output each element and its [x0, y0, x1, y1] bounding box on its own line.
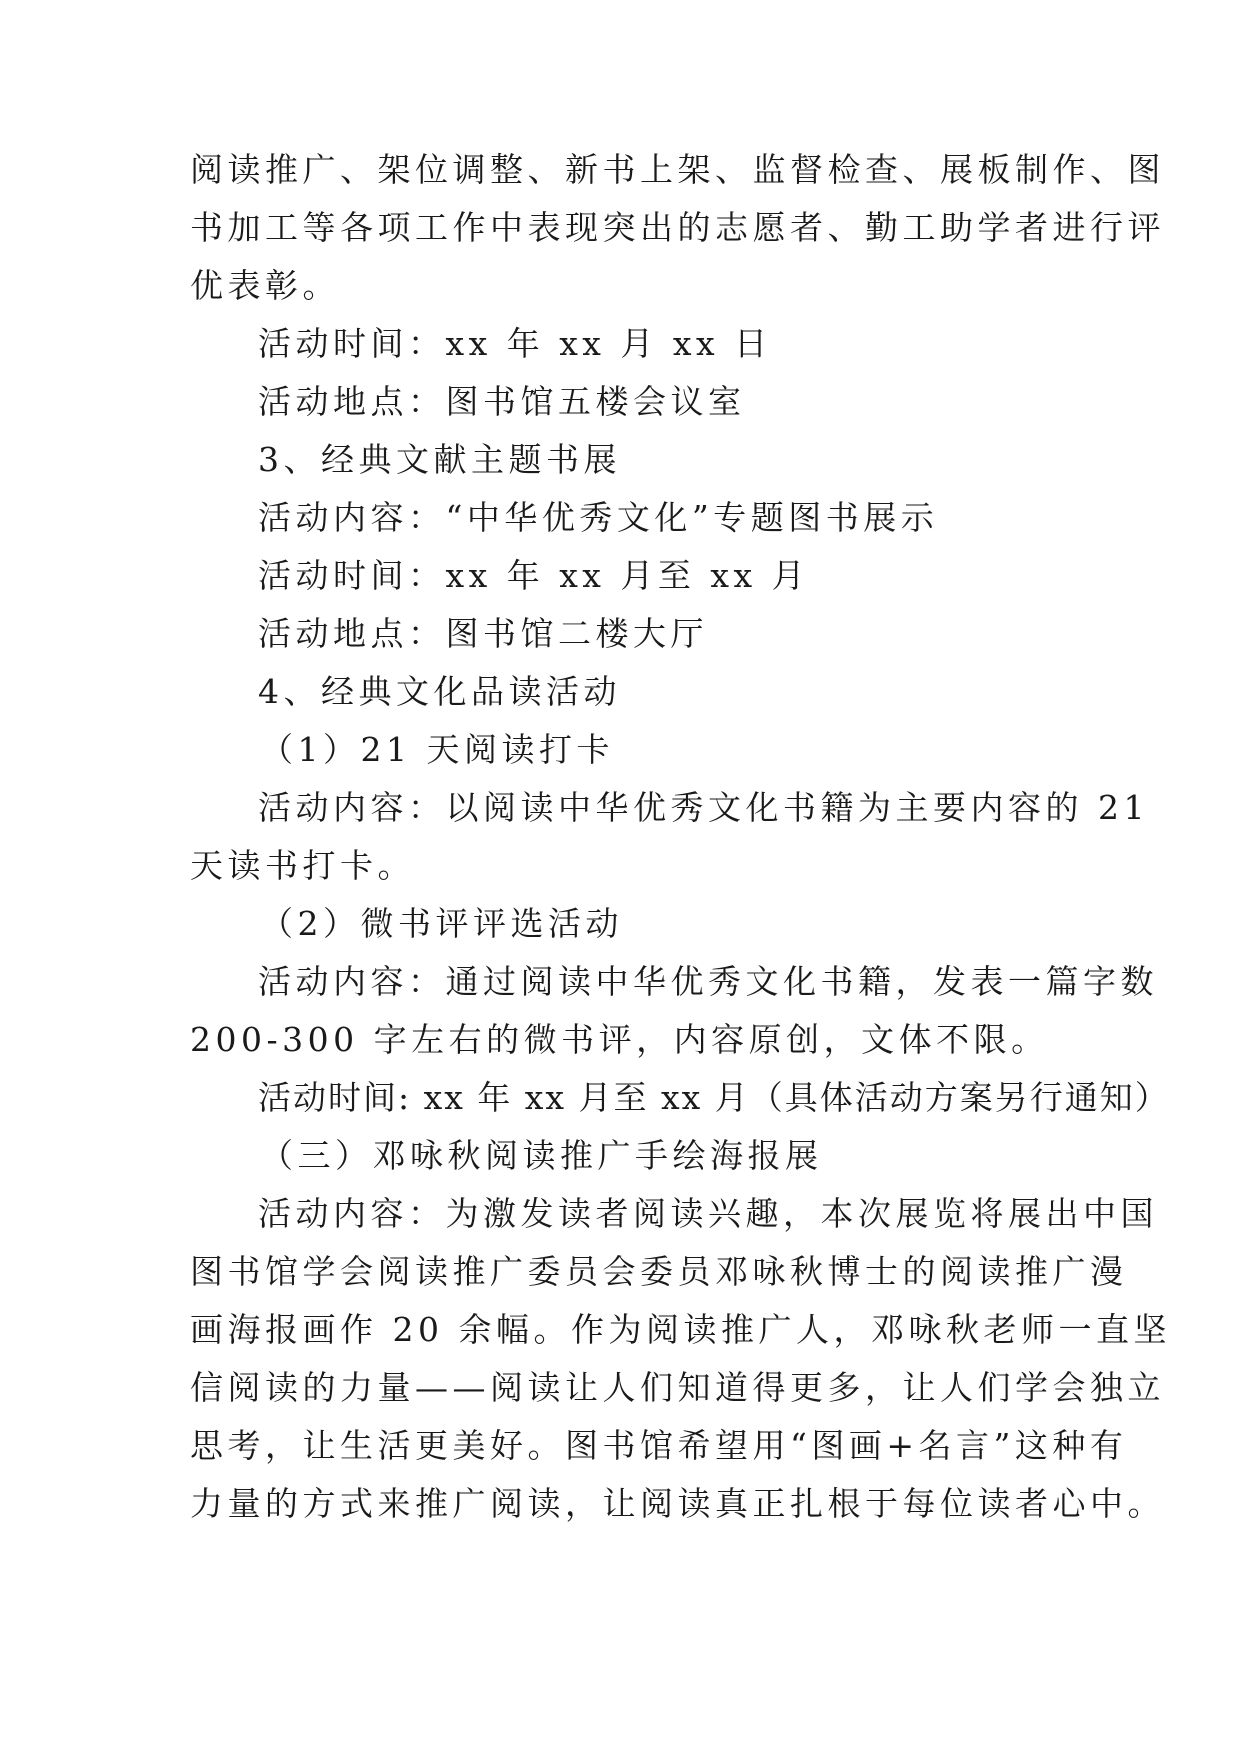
text-line: 活动地点：图书馆二楼大厅 — [258, 614, 708, 653]
text-line: 阅读推广、架位调整、新书上架、监督检查、展板制作、图 — [190, 150, 1165, 189]
text-line: 3、经典文献主题书展 — [258, 440, 621, 479]
text-line: 活动内容：为激发读者阅读兴趣，本次展览将展出中国 — [258, 1194, 1158, 1233]
text-line: 活动地点：图书馆五楼会议室 — [258, 382, 746, 421]
text-line: 活动内容：通过阅读中华优秀文化书籍，发表一篇字数 — [258, 962, 1158, 1001]
text-line: 活动时间：xx 年 xx 月至 xx 月 — [258, 556, 810, 595]
text-line: 思考，让生活更美好。图书馆希望用“图画+名言”这种有 — [190, 1426, 1128, 1465]
text-line: 优表彰。 — [190, 266, 340, 305]
text-line: 200-300 字左右的微书评，内容原创，文体不限。 — [190, 1020, 1049, 1059]
text-line: （三）邓咏秋阅读推广手绘海报展 — [260, 1136, 823, 1175]
text-line: 4、经典文化品读活动 — [258, 672, 621, 711]
text-line: 书加工等各项工作中表现突出的志愿者、勤工助学者进行评 — [190, 208, 1165, 247]
text-line: （1）21 天阅读打卡 — [260, 730, 614, 769]
text-line: 信阅读的力量——阅读让人们知道得更多，让人们学会独立 — [190, 1368, 1165, 1407]
text-line: 天读书打卡。 — [190, 846, 415, 885]
text-line: 活动内容：以阅读中华优秀文化书籍为主要内容的 21 — [258, 788, 1149, 827]
text-line: 画海报画作 20 余幅。作为阅读推广人，邓咏秋老师一直坚 — [190, 1310, 1171, 1349]
text-line: 活动内容：“中华优秀文化”专题图书展示 — [258, 498, 939, 537]
text-line: 活动时间: xx 年 xx 月至 xx 月（具体活动方案另行通知） — [258, 1078, 1170, 1117]
text-line: 力量的方式来推广阅读，让阅读真正扎根于每位读者心中。 — [190, 1484, 1165, 1523]
text-line: （2）微书评评选活动 — [260, 904, 623, 943]
text-line: 图书馆学会阅读推广委员会委员邓咏秋博士的阅读推广漫 — [190, 1252, 1128, 1291]
text-line: 活动时间：xx 年 xx 月 xx 日 — [258, 324, 772, 363]
